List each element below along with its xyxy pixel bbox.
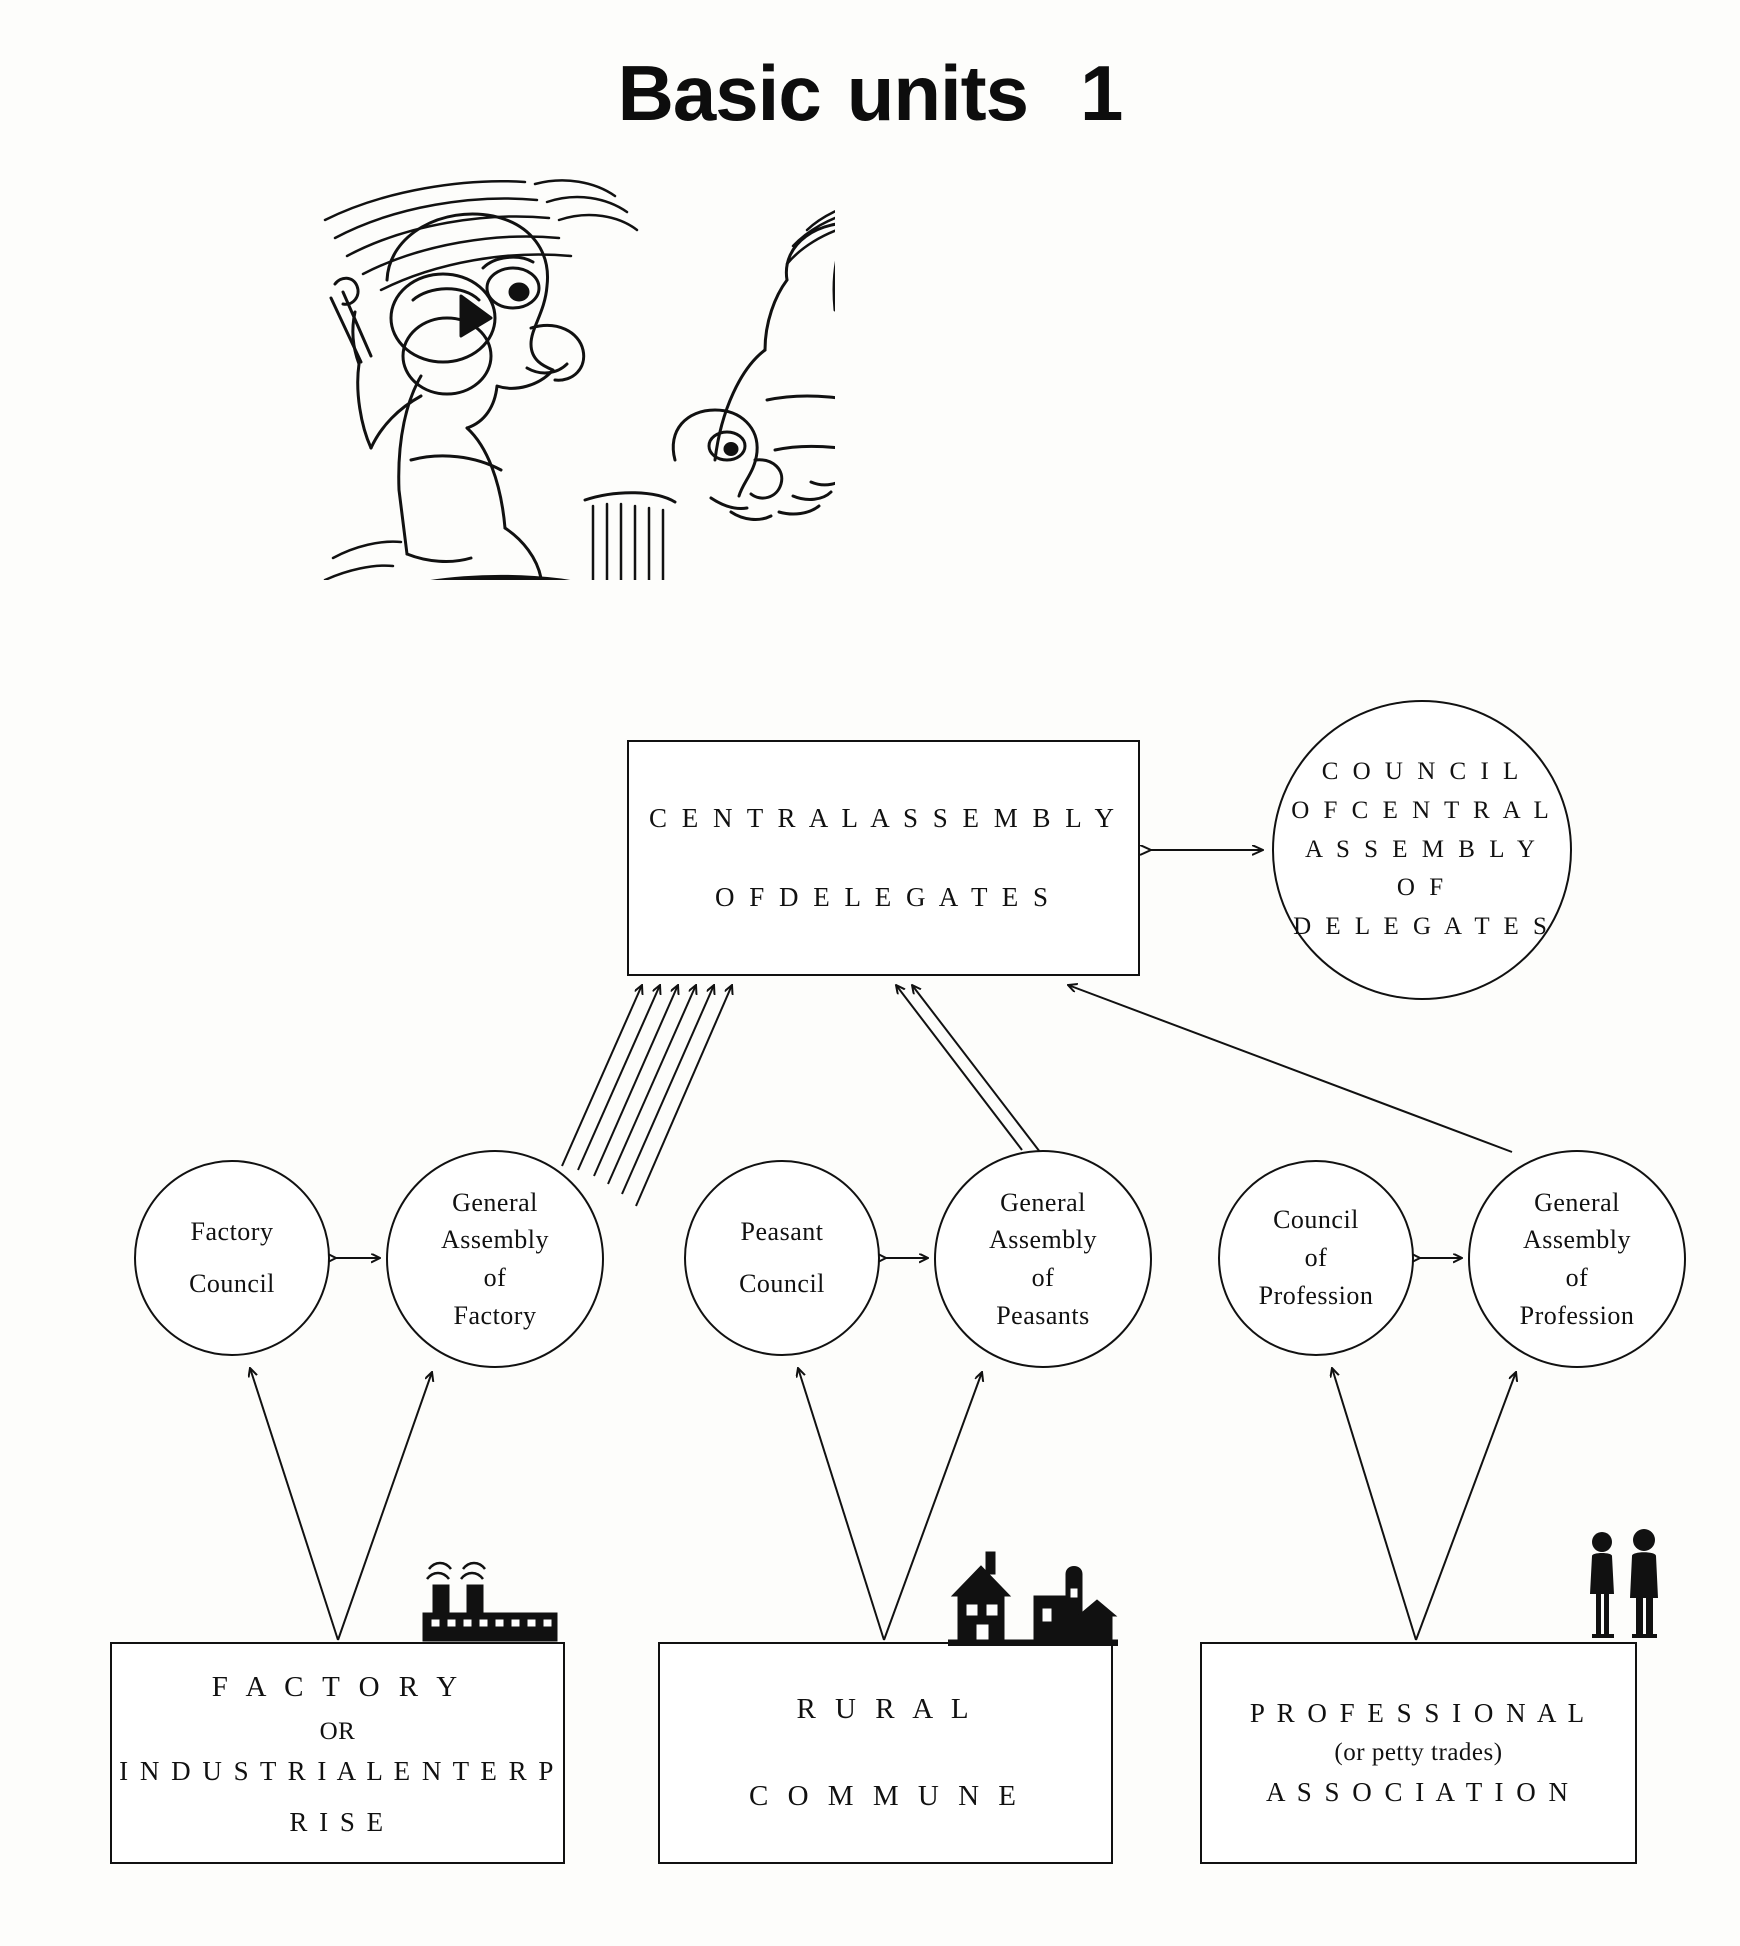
peasant-council-line-1: Peasant: [740, 1217, 824, 1247]
factory-box-line-3: I N D U S T R I A L E N T E R P R I S E: [119, 1756, 556, 1838]
peasant-council-line-2: Council: [739, 1269, 825, 1298]
gen-profession-line-1: General: [1534, 1187, 1620, 1217]
node-factory-council[interactable]: [134, 1160, 330, 1356]
gen-factory-line-2: Assembly: [441, 1225, 549, 1255]
gen-profession-line-2: Assembly: [1523, 1225, 1631, 1255]
page-title-word-3: 1: [1080, 49, 1123, 137]
node-central-assembly[interactable]: [627, 740, 1140, 976]
council-central-line-3: A S S E M B L Y: [1305, 835, 1539, 863]
factory-council-line-2: Council: [189, 1269, 275, 1298]
factory-icon: [415, 1555, 565, 1645]
page-title-word-2: units: [846, 49, 1029, 137]
council-profession-line-3: Profession: [1258, 1280, 1374, 1310]
council-central-line-4: O F: [1396, 874, 1448, 902]
gen-profession-line-3: of: [1565, 1263, 1589, 1292]
rural-box-line-2: C O M M U N E: [749, 1780, 1022, 1812]
factory-box-line-2: OR: [319, 1718, 356, 1746]
council-central-line-5: D E L E G A T E S: [1293, 913, 1551, 941]
council-profession-line-1: Council: [1273, 1205, 1359, 1235]
node-general-assembly-of-factory[interactable]: [386, 1150, 604, 1368]
farm-icon: [948, 1538, 1118, 1646]
profession-box-line-2: (or petty trades): [1334, 1739, 1503, 1766]
page-title: [0, 48, 1740, 139]
node-council-of-central-assembly[interactable]: [1272, 700, 1572, 1000]
council-profession-line-2: of: [1304, 1243, 1328, 1273]
council-central-line-2: O F C E N T R A L: [1291, 796, 1553, 824]
node-general-assembly-of-profession[interactable]: [1468, 1150, 1686, 1368]
node-professional-association[interactable]: [1200, 1642, 1637, 1864]
gen-factory-line-4: Factory: [453, 1300, 537, 1330]
node-council-of-profession[interactable]: [1218, 1160, 1414, 1356]
gen-peasants-line-2: Assembly: [989, 1225, 1097, 1255]
people-icon: [1578, 1528, 1668, 1646]
profession-box-line-3: A S S O C I A T I O N: [1265, 1777, 1572, 1807]
node-rural-commune[interactable]: [658, 1642, 1113, 1864]
cartoon-illustration: [175, 160, 835, 580]
node-peasant-council[interactable]: [684, 1160, 880, 1356]
page-title-word-1: Basic: [617, 49, 821, 137]
central-assembly-line-1: C E N T R A L A S S E M B L Y: [648, 802, 1119, 833]
gen-factory-line-3: of: [483, 1263, 507, 1292]
council-central-line-1: C O U N C I L: [1321, 758, 1523, 786]
gen-factory-line-1: General: [452, 1187, 538, 1217]
factory-council-line-1: Factory: [190, 1217, 274, 1247]
factory-box-line-1: F A C T O R Y: [211, 1671, 464, 1704]
profession-box-line-1: P R O F E S S I O N A L: [1249, 1697, 1588, 1728]
gen-peasants-line-1: General: [1000, 1187, 1086, 1217]
central-assembly-line-2: O F D E L E G A T E S: [714, 882, 1053, 912]
rural-box-line-1: R U R A L: [796, 1693, 975, 1726]
gen-profession-line-4: Profession: [1519, 1300, 1635, 1330]
gen-peasants-line-3: of: [1031, 1263, 1055, 1292]
node-factory-or-industrial-enterprise[interactable]: [110, 1642, 565, 1864]
node-general-assembly-of-peasants[interactable]: [934, 1150, 1152, 1368]
gen-peasants-line-4: Peasants: [996, 1300, 1090, 1330]
